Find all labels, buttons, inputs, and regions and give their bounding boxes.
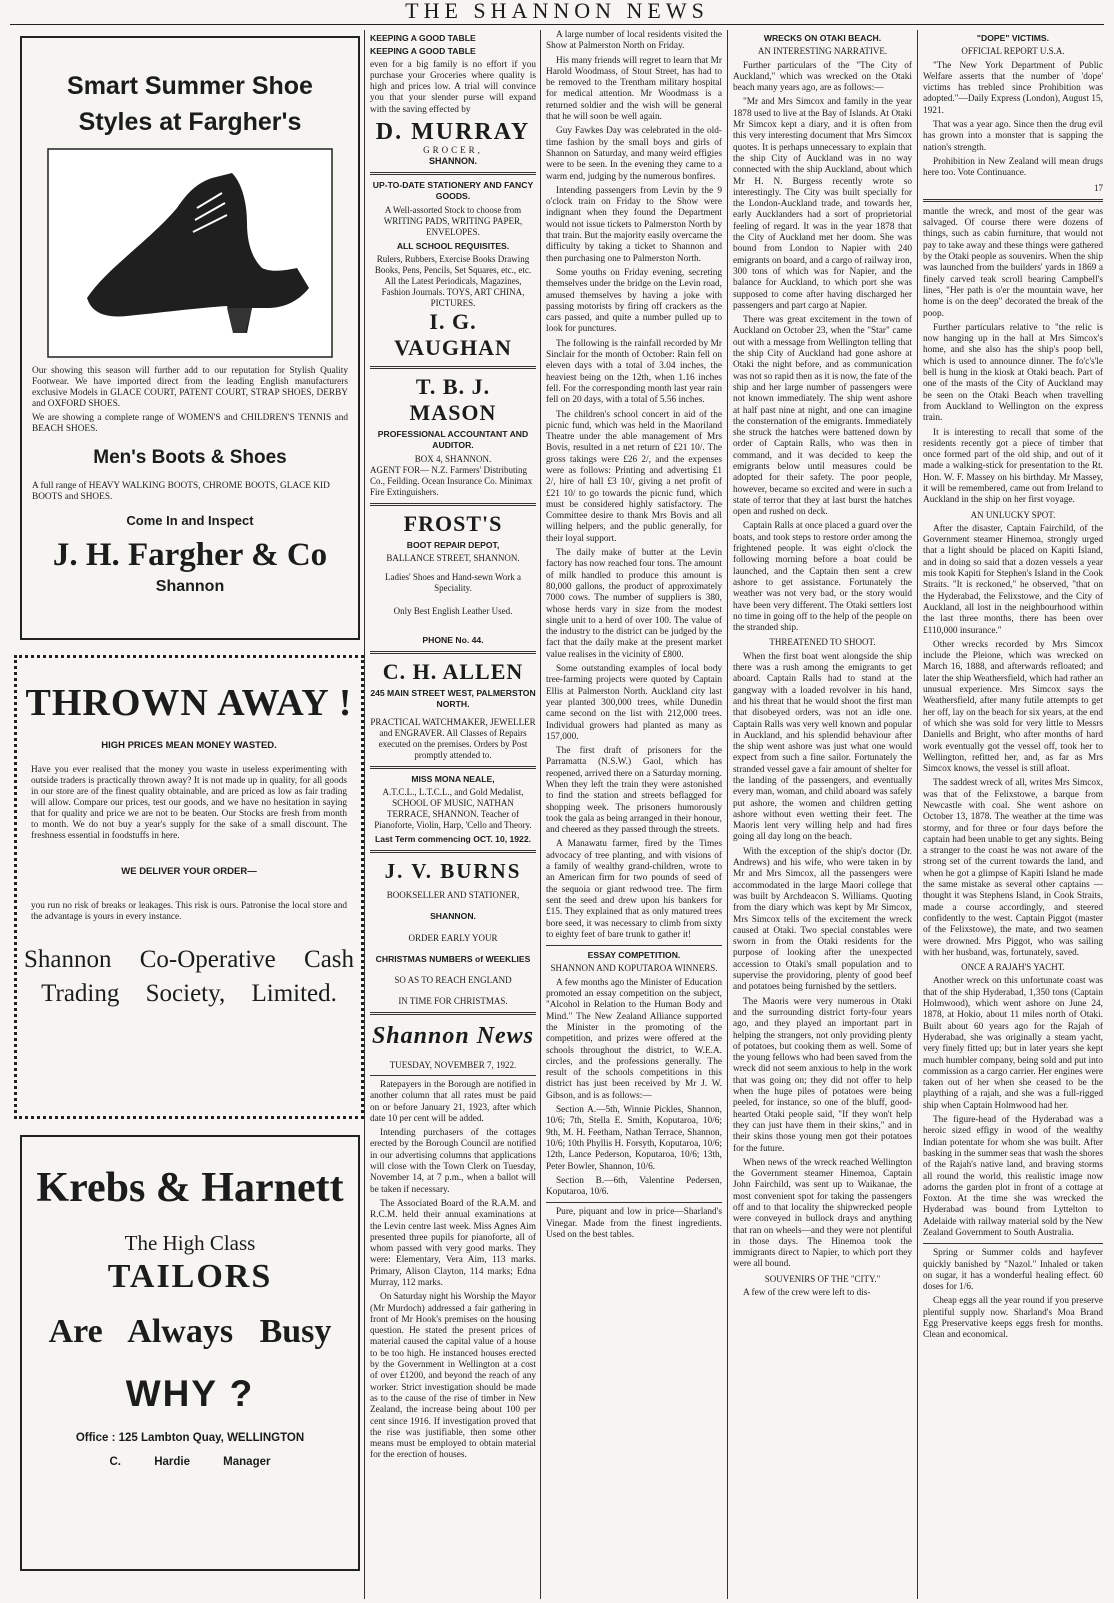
article-paragraph: The saddest wreck of all, writes Mrs Simcox, was that of the Felixstowe, a barque from Newcastle with coal. She went ashore on October 13, 1878. The weather at the time was stormy, and for three or four days before the captain had been unable to get any sights. Being a stranger to the coast he was not aware of the strong set of the current towards the land, and when he got a glimpse of Kapiti Island he made the same mistake as several other captains —thought it was Stephens Island, in Cook Straits, made a course accordingly, and steered confidently to the west. Captain Piggot (master of the Felixstowe), the mate, and two seamen were drowned. Mrs Piggot, who was sailing with her husband, was, fortunately, saved.: [923, 778, 1103, 958]
burns-line: SO AS TO REACH ENGLAND: [394, 974, 512, 985]
dope-subheading: OFFICIAL REPORT U.S.A.: [961, 46, 1065, 57]
thrown-away-body: Have you ever realised that the money you waste in useless experimenting with outside traders is practically thrown away? It is not made up in quality, for all goods in our store are of the finest quality obtainable, and are priced as low as fair trading will allow. Compare our prices, test our goods, and we have no hesitation in saying that for quality and price we are not to be beaten. Our Stocks are fresh from month to month. We do not buy a year's supply for the sake of a small discount. The freshness essential in foodstuffs in here.: [31, 765, 347, 841]
burns-name: J. V. BURNS: [384, 859, 522, 884]
article-paragraph: After the disaster, Captain Fairchild, of the Government steamer Hinemoa, strongly urged that a light should be placed on Kapiti Island, and in doing so said that a dozen vessels a year mis took Kapiti for Stephen's Island in the Cook Straits. "It is reckoned," he observed, "that on the Hyderabad, the Felixstowe, and the City of Auckland, all lost in the neighbourhood within the last three months, there has been over £110,000 insurance.": [923, 523, 1103, 636]
krebs-office: Office : 125 Lambton Quay, WELLINGTON: [75, 1432, 305, 1444]
shoe-illustration-icon: [47, 148, 333, 358]
article-paragraph: Intending passengers from Levin by the 9 o'clock train on Friday to the Show were indignant when they found the Department would not issue tickets to Palmerston North by that train. But the majority easily overcame the difficulty by taking a ticket to Shannon and then purchasing one to Palmerston North.: [546, 185, 722, 264]
krebs-harnett-ad: [20, 1135, 360, 1571]
masthead-rule: [10, 24, 1104, 25]
article-paragraph: His many friends will regret to learn that Mr Harold Woodmass, of Stout Street, has had to be removed to the Trentham military hospital for medical attention. Mr Woodmass is a returned soldier and the wish will be general that he will soon be well again.: [546, 55, 722, 123]
article-paragraph: On Saturday night his Worship the Mayor (Mr Murdoch) addressed a fair gathering in front of Mr Hook's premises on the housing question. He stated the present prices of material caused the capital value of a house to be too high. He instanced houses erected by the Government in Wellington at a cost of over £1200, and beyond the reach of any worker. Strict investigation should be made as to the cause of the rise of timber in New Zealand, the increase being about 100 per cent since 1916. If investigation proved that the rise was justifiable, then some other means must be employed to obtain material for the erection of houses.: [370, 1292, 536, 1461]
allen-name: C. H. ALLEN: [382, 659, 524, 685]
school-head: ALL SCHOOL REQUISITES.: [396, 240, 510, 251]
article-paragraph: Prohibition in New Zealand will mean drugs here too. Vote Continuance.: [923, 156, 1103, 179]
inspect-line: Come In and Inspect: [126, 513, 254, 528]
section-heading: SOUVENIRS OF THE "CITY.": [764, 1273, 881, 1284]
column-rule: [917, 30, 918, 1599]
article-paragraph: Section A.—5th, Winnie Pickles, Shannon, 10/6; 7th, Stella E. Smith, Koputaroa, 10/6; 9th, M. H. Feetham, Nathan Terrace, Shannon, 10/6; 10th Phyllis H. Forsyth, Koputaroa, 10/6; 12th, Lance Pederson, Koputaroa, 10/6; 13th, Peter Bowler, Shannon, 10/6.: [546, 1105, 722, 1172]
article-paragraph: With the exception of the ship's doctor (Dr. Andrews) and his wife, who were taken in by Mr and Mrs Simcox, all the passengers were accommodated in the large Maori college that was built by Archdeacon S. Williams. Quoting from the diary which was kept by Mr Simcox, Mrs Simcox tells of the excitement the wreck caused at Otaki. Two special constables were sworn in from the Otaki residents for the purpose of looking after the unexpected accession to Otaki's small population and to supervise the providoring, plenty of good beef and potatoes being furnished by the settlers.: [733, 846, 912, 993]
mason-agent: AGENT FOR— N.Z. Farmers' Distributing Co., Feilding. Ocean Insurance Co. Minimax Fire Extinguishers.: [370, 464, 533, 497]
article-paragraph: Ratepayers in the Borough are notified in another column that all rates must be paid on or before January 21, 1923, after which date 10 per cent will be added.: [370, 1079, 536, 1124]
murray-name: D. MURRAY: [375, 119, 531, 146]
paper-nameplate: Shannon News: [371, 1022, 535, 1049]
frost-body: Ladies' Shoes and Hand-sewn Work a Speciality.: [385, 571, 521, 593]
ad-number: 17: [1094, 182, 1103, 193]
frost-leather: Only Best English Leather Used.: [393, 605, 513, 616]
article-paragraph: It is interesting to recall that some of the residents recently got a piece of timber that once formed part of the old ship, and out of it made a walking-stick for presentation to the Rt. Hon. W. F. Massey on his birthday. Mr Massey, it will be remembered, came out from Ireland to Auckland in the ship on her first voyage.: [923, 427, 1103, 506]
article-paragraph: The figure-head of the Hyderabad was a heroic sized effigy in wood of the wealthy Indian potentate for whom she was built. After basking in the summer seas that wash the shores of the Rajah's native land, and braving storms all round the world, this realistic image now adorns the garden plot in front of a cottage at Foxton. At the time she was wrecked the Hyderabad was bound from Lyttelton to Adelaide with railway material sold by the New Zealand Government to South Australia.: [923, 1115, 1103, 1238]
fargher-firm-name: J. H. Fargher & Co: [52, 537, 328, 573]
article-paragraph: Other wrecks recorded by Mrs Simcox include the Pleione, which was wrecked on March 16, 1888, and afterwards refloated; and later the ship Weathersfield, which had rather an unusual experience. Mrs Simcox says the Weathersfield, after many futile attempts to get her off, lay on the beach for six years, at the end of which she was sold for very little to Messrs Daniells and Bright, who after months of hard work eventually got the vessel off, took her to Wellington, refitted her, and, as far as Mrs Simcox knows, the vessel is still afloat.: [923, 639, 1103, 775]
column-2: [370, 30, 536, 1599]
article-paragraph: Another wreck on this unfortunate coast was that of the ship Hyderabad, 1,350 tons (Captain Holmwood), which went ashore on June 24, 1878, at Hokio, about 11 miles north of Otaki. Built about 60 years ago for the Rajah of Hyderabad, she was originally a steam yacht, very finely fitted up; but in later years she kept much humbler company, being sold and put into commission as a cargo carrier. Her engines were taken out of her when she ceased to be the plaything of a rajah, and she was a full-rigged ship when Captain Holmwood had her.: [923, 976, 1103, 1111]
article-paragraph: Captain Ralls at once placed a guard over the boats, and took steps to restore order among the frightened people. It was eight o'clock the following morning before a boat could be launched, and the Captain then sent a crew ashore to get assistance. Fortunately the weather was not very bad, or the story would have been very different. The Otaki settlers lost no time in going off to the help of the people on the stranded ship.: [733, 521, 912, 634]
murray-role: GROCER,: [423, 145, 483, 156]
article-paragraph: The daily make of butter at the Levin factory has now reached four tons. The amount of milk handled to produce this amount is 80,000 gallons, the product of approximately 7000 cows. The number of suppliers is 380, whose herds vary in size from the modest single unit to a herd of over 100. The value of the industry to the district can be judged by the fact that the daily make at the present market value realises in the vicinity of £800.: [546, 548, 722, 660]
co-op-firm-name: Shannon Co-Operative Cash: [23, 946, 355, 973]
burns-line: CHRISTMAS NUMBERS of WEEKLIES: [375, 953, 531, 964]
allen-body: PRACTICAL WATCHMAKER, JEWELLER and ENGRAVER. All Classes of Repairs executed on the premises. Orders by Post promptly attended to.: [370, 716, 536, 760]
school-body: Rulers, Rubbers, Exercise Books Drawing Books, Pens, Pencils, Set Squares, etc., etc. All the Latest Periodicals, Magazines, Fashion Journals. TOYS, ART CHINA, PICTURES.: [374, 253, 532, 308]
shoe-ad-title: Smart Summer Shoe: [67, 72, 313, 100]
burns-line: ORDER EARLY YOUR: [408, 932, 498, 943]
stationery-body: A Well-assorted Stock to choose from WRITING PADS, WRITING PAPER, ENVELOPES.: [383, 204, 523, 237]
column-rule: [364, 30, 365, 1599]
column-rule: [540, 30, 541, 1599]
article-paragraph: Pure, piquant and low in price—Sharland's Vinegar. Made from the finest ingredients. Used on the best tables.: [546, 1207, 722, 1240]
article-paragraph: Some youths on Friday evening, secreting themselves under the bridge on the Levin road, amused themselves by having a joke with passing motorists by firing off crackers as the cars passed, and quite a number pulled up to look for punctures.: [546, 267, 722, 335]
article-paragraph: Section B.—6th, Valentine Pedersen, Koputaroa, 10/6.: [546, 1175, 722, 1198]
article-paragraph: The children's school concert in aid of the picnic fund, which was held in the Maoriland Theatre under the able management of Mrs Bovis, resulted in a net return of £21 10/. The gross takings were £26 2/, and the expenses were as follows: Printing and advertising £1 2/, hire of hall £3 10/, giving a net profit of £21 10/ to go towards the picnic fund, which must be considered highly satisfactory. The Committee desire to thank Mrs Bovis and all willing helpers, and the public generally, for their loyal support.: [546, 409, 722, 544]
shoe-ad-body: We are showing a complete range of WOMEN'S and CHILDREN'S TENNIS and BEACH SHOES.: [32, 413, 348, 434]
article-paragraph: When the first boat went alongside the ship there was a rush among the emigrants to get aboard. Captain Ralls had to stand at the gangway with a loaded revolver in his hand, and his threat that he would shoot the first man that disobeyed orders, was not an idle one. Captain Ralls was very well known and popular in Auckland, and his splendid behaviour after the ship went ashore was just what one would expect from such a fine sailor. Fortunately the stranded vessel gave a fair amount of shelter for the landing of the passengers, and eventually every man, woman, and child aboard was safely put ashore, the women and children getting ashore without even wetting their feet. The Maoris lent very willing help and had fires going all day long on the beach.: [733, 651, 912, 843]
article-paragraph: A large number of local residents visited the Show at Palmerston North on Friday.: [546, 30, 722, 52]
article-paragraph: Guy Fawkes Day was celebrated in the old-time fashion by the small boys and girls of Shannon on Saturday, and many weird effigies were to be seen. In the evening they came to a warm end, judging by the numerous bonfires.: [546, 126, 722, 182]
section-heading: AN UNLUCKY SPOT.: [970, 509, 1056, 520]
article-paragraph: When news of the wreck reached Wellington the Government steamer Hinemoa, Captain John Fairchild, was sent up to Waikanae, the most convenient spot for taking the passengers off and to that locality the shipwrecked people were conveyed in bullock drays and anything that ran on wheels—and they were not plentiful in those days. The Hinemoa took the immigrants direct to Napier, to which port they were all bound.: [733, 1157, 912, 1270]
article-paragraph: A Manawatu farmer, fired by the Times advocacy of tree planting, and with visions of a family of wealthy grand-children, wrote to an American firm for two pounds of seed of the sequoia or giant redwood tree. The firm sent the seed and drew upon his bankers for £15. They explained that as only matured trees bore seed, it was necessary to climb from sixty to eighty feet of bare trunk to gather it!: [546, 839, 722, 940]
section-heading: THREATENED TO SHOOT.: [769, 637, 876, 648]
article-paragraph: Further particulars relative to "the relic is now hanging up in the hall at Mrs Simcox's home, and she also has the ship's poop bell, which is used to announce dinner. The fo'c's'le bell is hung in the kiosk at Otaki beach. Part of one of the masts of the City of Auckland may be seen on the Otaki Beach when travelling from Auckland to Wellington on the express train.: [923, 322, 1103, 424]
krebs-line: WHY ?: [125, 1373, 255, 1414]
column-rule: [727, 30, 728, 1599]
shoe-ad-title: Styles at Fargher's: [78, 108, 302, 136]
article-paragraph: A few months ago the Minister of Education promoted an essay competition on the subject, "Alcohol in Relation to the Human Body and Mind." The New Zealand Alliance supported the Minister in the promoting of the competition, and prizes were offered at the schools throughout the district, to W.E.A. circles, and the professions generally. The result of the schools competitions in this district has just been received by Mr J. W. Gibson, and is as follows:—: [546, 977, 722, 1101]
allen-addr: 245 MAIN STREET WEST, PALMERSTON NORTH.: [370, 688, 536, 710]
fargher-town: Shannon: [155, 578, 225, 595]
deliver-line: WE DELIVER YOUR ORDER—: [121, 866, 257, 877]
neale-name: MISS MONA NEALE,: [411, 773, 495, 784]
section-heading: ONCE A RAJAH'S YACHT.: [961, 962, 1065, 973]
mason-name: T. B. J. MASON: [409, 373, 497, 425]
co-op-thrown-away-ad: [14, 655, 364, 1119]
fargher-shoe-ad: [20, 36, 360, 640]
article-paragraph: A few of the crew were left to dis-: [743, 1288, 871, 1299]
good-table-head: KEEPING A GOOD TABLE: [370, 46, 476, 57]
masthead: THE SHANNON NEWS: [405, 0, 709, 23]
article-paragraph: Spring or Summer colds and hayfever quickly banished by "Nazol." Inhaled or taken on sugar, it has a wonderful healing effect. 60 doses for 1/6.: [923, 1248, 1103, 1293]
thrown-away-body: you run no risk of breaks or leakages. This risk is ours. Patronise the local store and the advantage is yours in every instance.: [31, 901, 347, 922]
thrown-away-sub: HIGH PRICES MEAN MONEY WASTED.: [101, 740, 277, 751]
article-paragraph: That was a year ago. Since then the drug evil has grown into a monster that is sapping the nation's strength.: [923, 120, 1103, 153]
wrecks-heading: WRECKS ON OTAKI BEACH.: [763, 33, 882, 43]
article-paragraph: The Associated Board of the R.A.M. and R.C.M. held their annual examinations at the Levin centre last week. Miss Agnes Aim presented three pupils for pianoforte, all of whom passed with very good marks. They were: Elementary, Vera Aim, 113 marks. Primary, Alison Clayton, 114 marks; Edna Murray, 112 marks.: [370, 1198, 536, 1288]
krebs-manager: C. Hardie Manager: [109, 1456, 271, 1468]
article-paragraph: Further particulars of the "The City of Auckland," which was wrecked on the Otaki beach many years ago, are as follows:—: [733, 60, 912, 94]
column-3: [546, 30, 722, 1599]
mason-role: PROFESSIONAL ACCOUNTANT AND AUDITOR.: [377, 428, 529, 451]
frost-name: FROST'S: [403, 510, 503, 536]
neale-body: A.T.C.L., L.T.C.L., and Gold Medalist, SCHOOL OF MUSIC, NATHAN TERRACE, SHANNON. Teacher of Pianoforte, Violin, Harp, 'Cello and Theory.: [374, 787, 532, 831]
frost-addr: BALLANCE STREET, SHANNON.: [386, 552, 520, 563]
co-op-firm-name: Trading Society, Limited.: [41, 980, 337, 1007]
murray-town: SHANNON.: [428, 156, 477, 167]
article-paragraph: Some outstanding examples of local body tree-farming projects were quoted by Captain Ellis at Palmerston North. Auckland city last year planted 300,000 trees, while Dunedin came second on the list with 212,000 trees. Individual growers had planted as many as 157,000.: [546, 664, 722, 742]
column-4: [733, 30, 912, 1599]
mason-box: BOX 4, SHANNON.: [414, 453, 492, 464]
article-paragraph: The first draft of prisoners for the Parramatta (N.S.W.) Gaol, which has reopened, arrived there on a Saturday morning. When they left the train they were astonished to find the station and streets beflagged for shopping week. The prisoners humorously took the gala as being arranged in their honour, and cheered as they passed through the streets.: [546, 746, 722, 836]
good-table-intro: even for a big family is no effort if you purchase your Groceries where quality is high and prices low. A trial will convince you that your slender purse will expand with the saving effected by: [370, 59, 536, 115]
column-5: [923, 30, 1103, 1599]
boots-body: A full range of HEAVY WALKING BOOTS, CHROME BOOTS, GLACE KID BOOTS and SHOES.: [32, 481, 330, 502]
article-paragraph: The Maoris were very numerous in Otaki and the surrounding district forty-four years ago, and they played an important part in helping the strangers, not only providing plenty of potatoes, but cooking them as well. Some of the young fellows who had been saved from the wreck did not seem anxious to help in the work that was going on; they did not offer to help when the huge piles of potatoes were being peeled, for instance, so one of the bluff, good-hearted Otaki people said, "If they won't help they can just have them in their skins," and in their skins those young men got their potatoes for the future.: [733, 996, 912, 1154]
wrecks-subheading: AN INTERESTING NARRATIVE.: [757, 46, 888, 57]
essay-subheading: SHANNON AND KOPUTAROA WINNERS.: [550, 963, 718, 974]
krebs-line: TAILORS: [107, 1258, 273, 1295]
article-paragraph: There was great excitement in the town of Auckland on October 23, when the "Star" came out with a message from Wellington telling that the ship City of Auckland had gone ashore at Otaki the night before, and as communication was not so rapid then as it is now, the fate of the ship and her large number of passengers were not known immediately. The ship went ashore at half past nine at night, and one can imagine the consternation of the emigrants. Immediately she struck the hatches were battened down by order of Captain Ralls, who was then in command, and it was decided to keep the emigrants below until measures could be adopted for their safety. The poor people, however, became so excited and were in such a state of terror that they at last burst the hatches open and rushed on deck.: [733, 315, 912, 518]
burns-role: BOOKSELLER AND STATIONER,: [386, 890, 520, 901]
article-paragraph: Intending purchasers of the cottages erected by the Borough Council are notified in our advertising columns that applications will close with the Town Clerk on Tuesday, November 14, at 7 p.m., when a ballot will be taken if necessary.: [370, 1128, 536, 1195]
article-paragraph: Cheap eggs all the year round if you preserve plentiful supply now. Sharland's Moa Brand Egg Preservative keeps eggs fresh for months. Clean and economical.: [923, 1296, 1103, 1341]
thrown-away-title: THROWN AWAY !: [25, 682, 353, 724]
frost-role: BOOT REPAIR DEPOT,: [406, 539, 500, 550]
article-paragraph: "The New York Department of Public Welfare asserts that the number of 'dope' victims has trebled since Prohibition was adopted."—Daily Express (London), August 15, 1921.: [923, 60, 1103, 116]
burns-line: IN TIME FOR CHRISTMAS.: [398, 995, 508, 1006]
krebs-line: Are Always Busy: [48, 1313, 332, 1350]
krebs-name: Krebs & Harnett: [36, 1165, 344, 1211]
essay-heading: ESSAY COMPETITION.: [587, 950, 681, 961]
boots-heading: Men's Boots & Shoes: [93, 447, 287, 468]
neale-term: Last Term commencing OCT. 10, 1922.: [374, 834, 532, 845]
krebs-line: The High Class: [124, 1231, 256, 1255]
issue-date: TUESDAY, NOVEMBER 7, 1922.: [389, 1059, 517, 1070]
vaughan-name: I. G. VAUGHAN: [394, 308, 512, 360]
burns-town: SHANNON.: [430, 911, 476, 922]
frost-phone: PHONE No. 44.: [422, 634, 484, 645]
article-paragraph: "Mr and Mrs Simcox and family in the year 1878 used to live at the Bay of Islands. At Otaki Mr Simcox kept a diary, and it is often from this very interesting document that Mrs Simcox quotes. It is perhaps unnecessary to explain that the ship City of Auckland was in no way connected with the ship Auckland, about which Mr H. N. Burgess recently wrote so interestingly. The City was built specially for the London-Auckland trade, and towards her, early Aucklanders had a sort of proprietorial feeling of regard. It was in the year 1878 that the City of Auckland met her doom. She was bound from London to Napier with 240 emigrants on board, and a cargo of railway iron, 300 tons of which was for Napier, and the balance for Auckland, to which port she was supposed to come after having discharged her passengers and part cargo at Napier.: [733, 97, 912, 311]
dope-heading: "DOPE" VICTIMS.: [976, 33, 1050, 43]
shoe-ad-body: Our showing this season will further add to our reputation for Stylish Quality Footwear. We have imported direct from the leading English manufacturers exclusive Models in GLACE COURT, PATENT COURT, STRAP SHOES, DERBY and OXFORD SHOES.: [32, 366, 348, 409]
article-paragraph: mantle the wreck, and most of the gear was salvaged. Of course there were dozens of things, such as cabin furniture, that would not pay to take away and these things were gathered by the Otaki people as souvenirs. When the ship was launched from the builders' yards in 1869 a finely carved teak scroll bearing Campbell's lines, "Her path is o'er the mountain wave, her home is on the deep" decorated the break of the poop.: [923, 206, 1103, 319]
good-table-head: KEEPING A GOOD TABLE: [370, 33, 476, 43]
stationery-head: UP-TO-DATE STATIONERY AND FANCY GOODS.: [372, 180, 534, 202]
article-paragraph: The following is the rainfall recorded by Mr Sinclair for the month of October: Rain fell on eleven days with a total of 3.04 inches, the heaviest being on the 12th, when 1.16 inches fell. For the corresponding month last year rain fell on 20 days, with a total of 5.56 inches.: [546, 338, 722, 406]
